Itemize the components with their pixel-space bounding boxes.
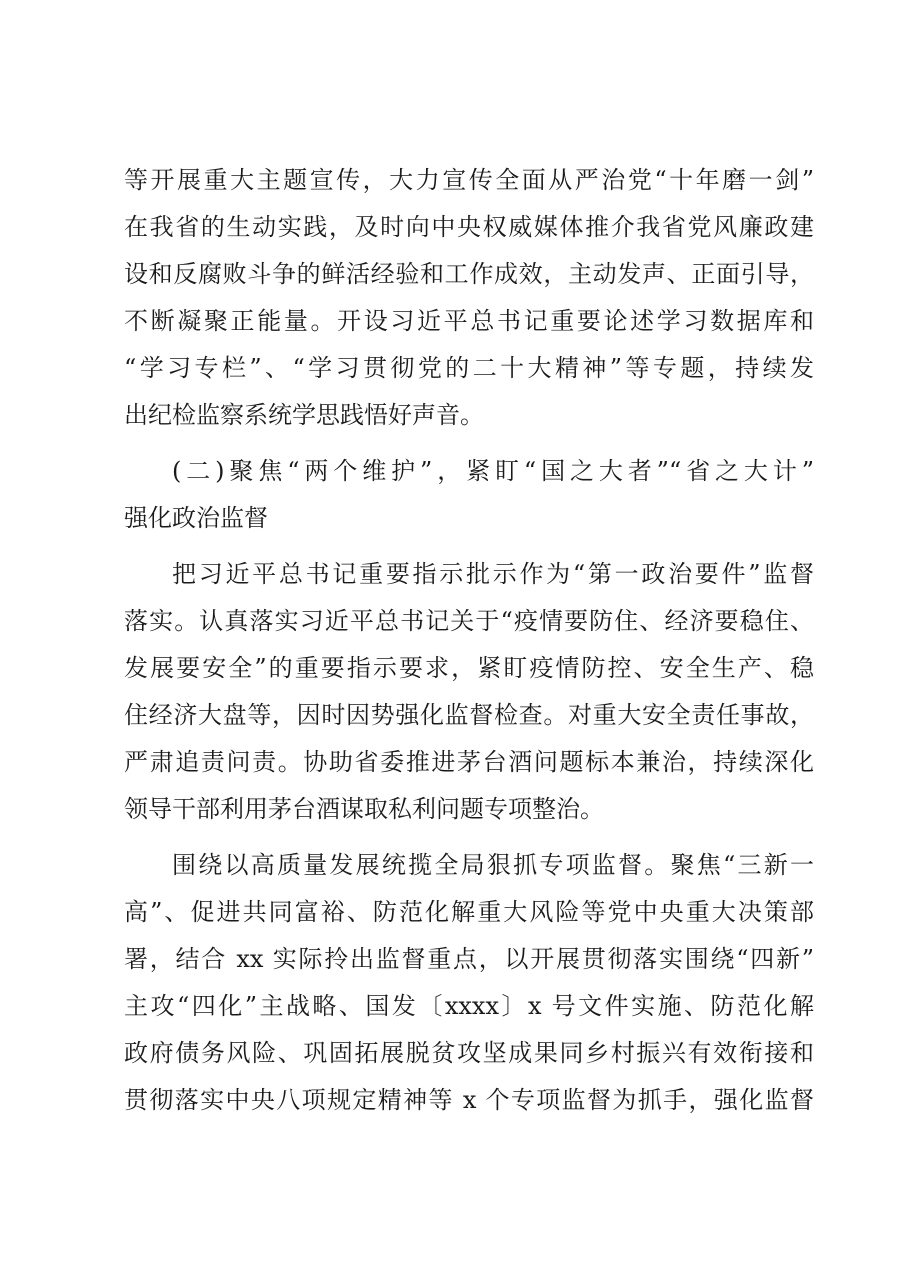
paragraph-line: 等开展重大主题宣传，大力宣传全面从严治党“十年磨一剑” (124, 166, 814, 194)
section-heading-line: 强化政治监督 (124, 504, 268, 532)
paragraph-line: 领导干部利用茅台酒谋取私利问题专项整治。 (124, 795, 604, 823)
paragraph-line: 署，结合 xx 实际拎出监督重点，以开展贯彻落实围绕“四新” (124, 945, 814, 973)
paragraph-line: 设和反腐败斗争的鲜活经验和工作成效，主动发声、正面引导， (124, 260, 814, 288)
paragraph-line: 围绕以高质量发展统揽全局狠抓专项监督。聚焦“三新一 (172, 851, 814, 879)
paragraph-line: 贯彻落实中央八项规定精神等 x 个专项监督为抓手，强化监督 (124, 1086, 814, 1114)
paragraph-line: 政府债务风险、巩固拓展脱贫攻坚成果同乡村振兴有效衔接和 (124, 1039, 814, 1067)
paragraph-line: 高”、促进共同富裕、防范化解重大风险等党中央重大决策部 (124, 898, 814, 926)
paragraph-line: 发展要安全”的重要指示要求，紧盯疫情防控、安全生产、稳 (124, 654, 814, 682)
paragraph-line: 落实。认真落实习近平总书记关于“疫情要防住、经济要稳住、 (124, 607, 814, 635)
paragraph-line: 不断凝聚正能量。开设习近平总书记重要论述学习数据库和 (124, 307, 814, 335)
section-heading-line: (二)聚焦“两个维护”，紧盯“国之大者”“省之大计” (172, 457, 814, 485)
paragraph-line: 主攻“四化”主战略、国发〔xxxx〕x 号文件实施、防范化解 (124, 992, 814, 1020)
paragraph-line: 出纪检监察系统学思践悟好声音。 (124, 401, 484, 429)
paragraph-line: 在我省的生动实践，及时向中央权威媒体推介我省党风廉政建 (124, 213, 814, 241)
paragraph-line: “学习专栏”、“学习贯彻党的二十大精神”等专题，持续发 (124, 354, 814, 382)
paragraph-line: 把习近平总书记重要指示批示作为“第一政治要件”监督 (172, 560, 814, 588)
paragraph-line: 严肃追责问责。协助省委推进茅台酒问题标本兼治，持续深化 (124, 748, 814, 776)
paragraph-line: 住经济大盘等，因时因势强化监督检查。对重大安全责任事故， (124, 701, 814, 729)
